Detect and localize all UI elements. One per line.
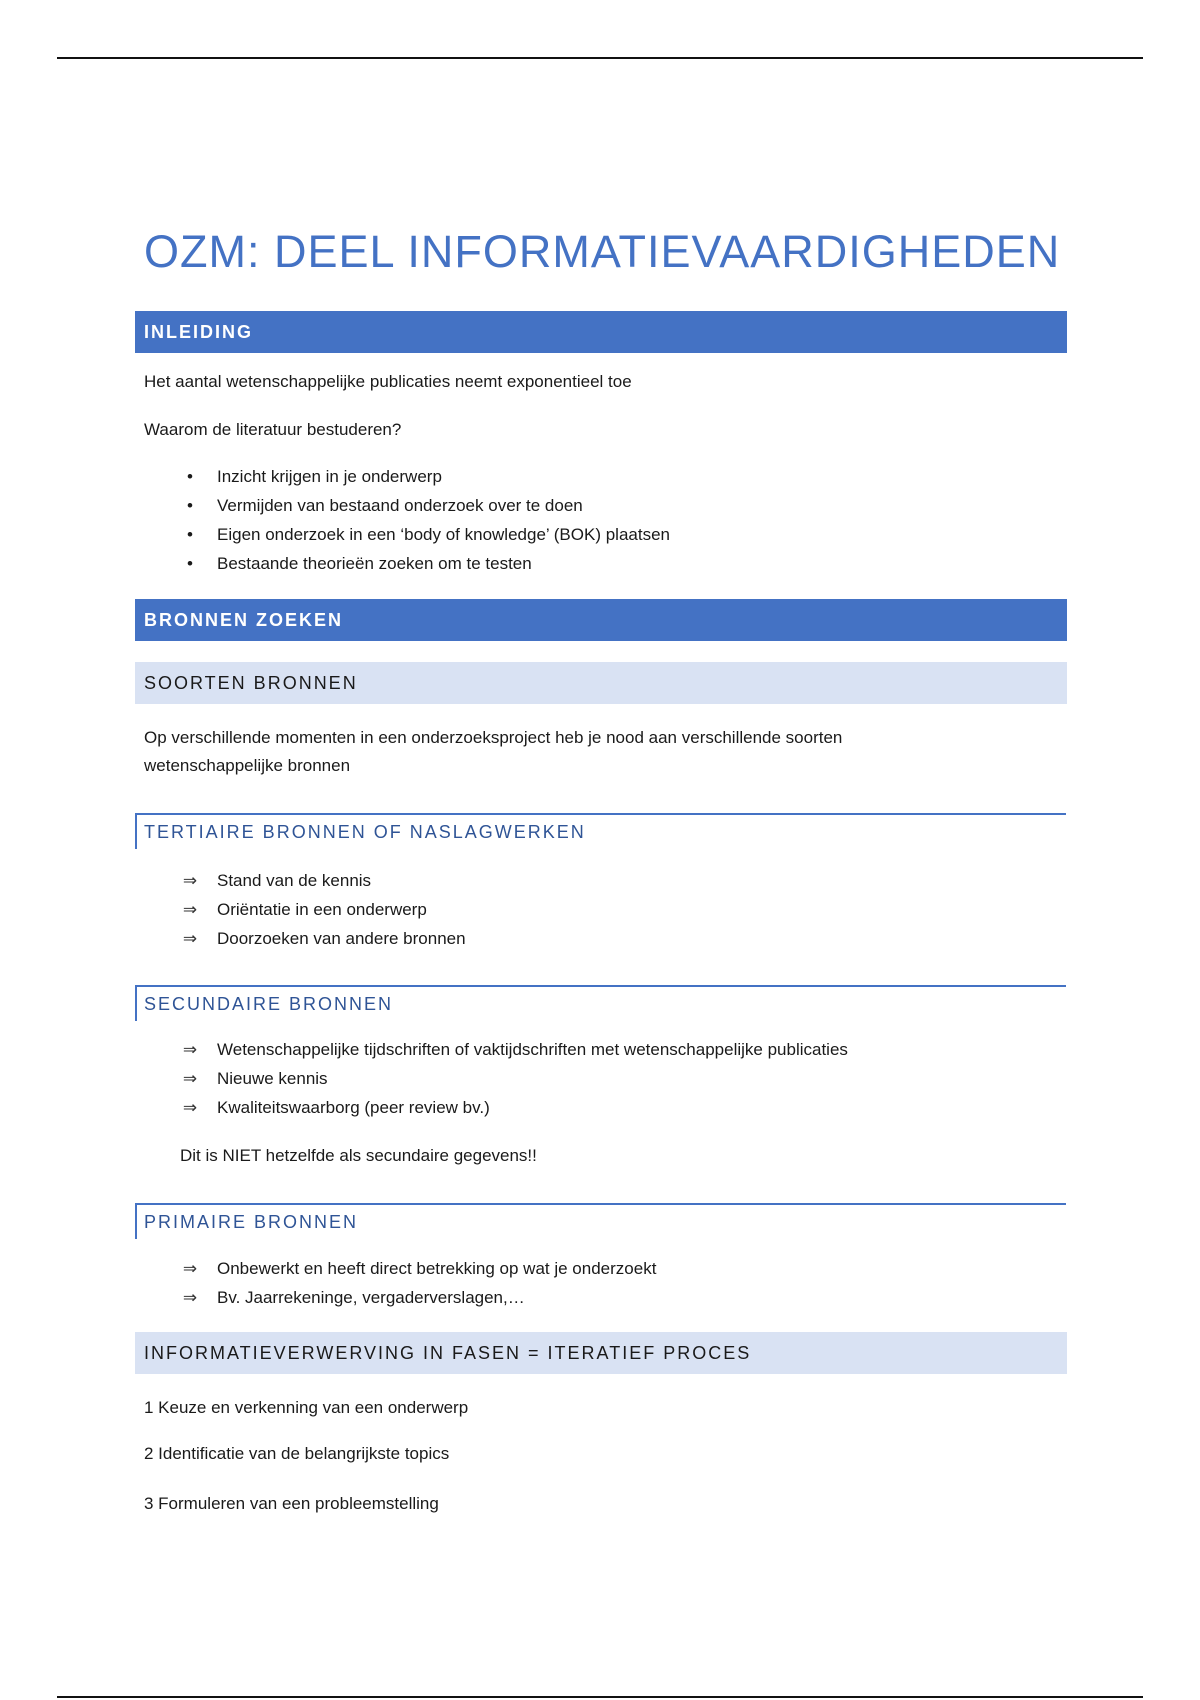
double-arrow-right-icon: ⇒ — [182, 1040, 198, 1059]
list-item: ⇒ Stand van de kennis — [180, 866, 1067, 895]
double-arrow-right-icon: ⇒ — [182, 1288, 198, 1307]
step-2: 2 Identificatie van de belangrijkste topics — [144, 1444, 450, 1463]
paragraph-soorten-line1: Op verschillende momenten in een onderzoeksproject heb je nood aan verschillende soorten — [144, 728, 843, 747]
double-arrow-right-icon: ⇒ — [182, 1098, 198, 1117]
list-item: • Inzicht krijgen in je onderwerp — [180, 462, 1067, 491]
list-item: • Eigen onderzoek in een ‘body of knowledge’ (BOK) plaatsen — [180, 520, 1067, 549]
tertiaire-list — [135, 866, 1067, 953]
double-arrow-right-icon: ⇒ — [182, 900, 198, 919]
secundaire-list — [135, 1035, 1067, 1122]
heading-bronnen-zoeken: BRONNEN ZOEKEN — [135, 599, 1067, 641]
double-arrow-right-icon: ⇒ — [182, 871, 198, 890]
double-arrow-right-icon: ⇒ — [182, 1259, 198, 1278]
paragraph-soorten-line2: wetenschappelijke bronnen — [144, 756, 351, 775]
heading-primaire-bronnen: PRIMAIRE BRONNEN — [135, 1203, 1066, 1239]
list-item: ⇒ Oriëntatie in een onderwerp — [180, 895, 1067, 924]
document-title: OZM: DEEL INFORMATIEVAARDIGHEDEN — [144, 226, 1061, 277]
bullet-dot-icon: • — [187, 525, 193, 544]
bullet-dot-icon: • — [187, 496, 193, 515]
step-3: 3 Formuleren van een probleemstelling — [144, 1494, 439, 1513]
heading-soorten-bronnen: SOORTEN BRONNEN — [135, 662, 1067, 704]
bullet-dot-icon: • — [187, 467, 193, 486]
list-item: ⇒ Doorzoeken van andere bronnen — [180, 924, 1067, 953]
list-item: • Vermijden van bestaand onderzoek over te doen — [180, 491, 1067, 520]
page-top-rule — [57, 57, 1143, 59]
bullet-dot-icon: • — [187, 554, 193, 573]
list-item: ⇒ Onbewerkt en heeft direct betrekking op wat je onderzoekt — [180, 1254, 1067, 1283]
list-item: ⇒ Kwaliteitswaarborg (peer review bv.) — [180, 1093, 1067, 1122]
document-body — [135, 200, 1067, 1518]
heading-tertiaire-bronnen: TERTIAIRE BRONNEN OF NASLAGWERKEN — [135, 813, 1066, 849]
step-1: 1 Keuze en verkenning van een onderwerp — [144, 1398, 469, 1417]
list-item: ⇒ Wetenschappelijke tijdschriften of vaktijdschriften met wetenschappelijke publicaties — [180, 1035, 1067, 1064]
page-bottom-rule — [57, 1696, 1143, 1698]
double-arrow-right-icon: ⇒ — [182, 1069, 198, 1088]
list-item: • Bestaande theorieën zoeken om te testen — [180, 549, 1067, 578]
secundaire-note: Dit is NIET hetzelfde als secundaire gegevens!! — [180, 1146, 537, 1165]
heading-informatieverwerving: INFORMATIEVERWERVING IN FASEN = ITERATIEF PROCES — [135, 1332, 1067, 1374]
heading-inleiding: INLEIDING — [135, 311, 1067, 353]
list-item: ⇒ Nieuwe kennis — [180, 1064, 1067, 1093]
list-item: ⇒ Bv. Jaarrekeninge, vergaderverslagen,… — [180, 1283, 1067, 1312]
double-arrow-right-icon: ⇒ — [182, 929, 198, 948]
paragraph-publicaties: Het aantal wetenschappelijke publicaties neemt exponentieel toe — [144, 372, 632, 391]
paragraph-waarom: Waarom de literatuur bestuderen? — [144, 420, 402, 439]
inleiding-bullet-list — [135, 462, 1067, 578]
primaire-list — [135, 1254, 1067, 1312]
heading-secundaire-bronnen: SECUNDAIRE BRONNEN — [135, 985, 1066, 1021]
